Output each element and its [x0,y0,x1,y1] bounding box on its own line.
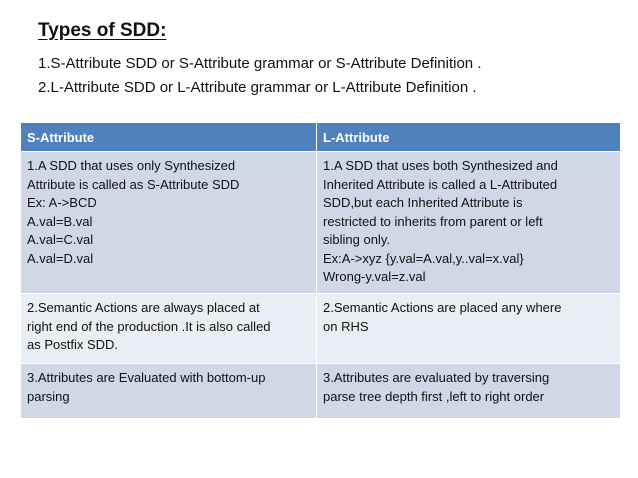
sdd-type-list [38,52,482,100]
list-item: 1.S-Attribute SDD or S-Attribute grammar or S-Attribute Definition . [38,55,482,72]
column-header-s-attribute: S-Attribute [21,123,317,152]
table-row [21,294,621,364]
table-cell-s-attribute: 2.Semantic Actions are always placed at right end of the production .It is also called as Postfix SDD. [21,294,317,364]
table-cell-s-attribute: 3.Attributes are Evaluated with bottom-up parsing [21,364,317,419]
table-cell-l-attribute: 3.Attributes are evaluated by traversing parse tree depth first ,left to right order [317,364,621,419]
table-row [21,152,621,294]
table-header-row [21,123,621,152]
list-item: 2.L-Attribute SDD or L-Attribute grammar or L-Attribute Definition . [38,79,477,96]
column-header-l-attribute: L-Attribute [317,123,621,152]
table-cell-l-attribute: 2.Semantic Actions are placed any where on RHS [317,294,621,364]
table-cell-s-attribute: 1.A SDD that uses only Synthesized Attribute is called as S-Attribute SDD Ex: A->BCD A.val=B.val A.val=C.val A.val=D.val [21,152,317,294]
sdd-comparison-table [20,122,621,419]
slide-title: Types of SDD: [38,20,167,41]
table-cell-l-attribute: 1.A SDD that uses both Synthesized and Inherited Attribute is called a L-Attributed SDD,but each Inherited Attribute is restricted to inherits from parent or left sibling only. Ex:A->xyz {y.val=A.val,y..val=x.val} Wrong-y.val=z.val [317,152,621,294]
table-row [21,364,621,419]
